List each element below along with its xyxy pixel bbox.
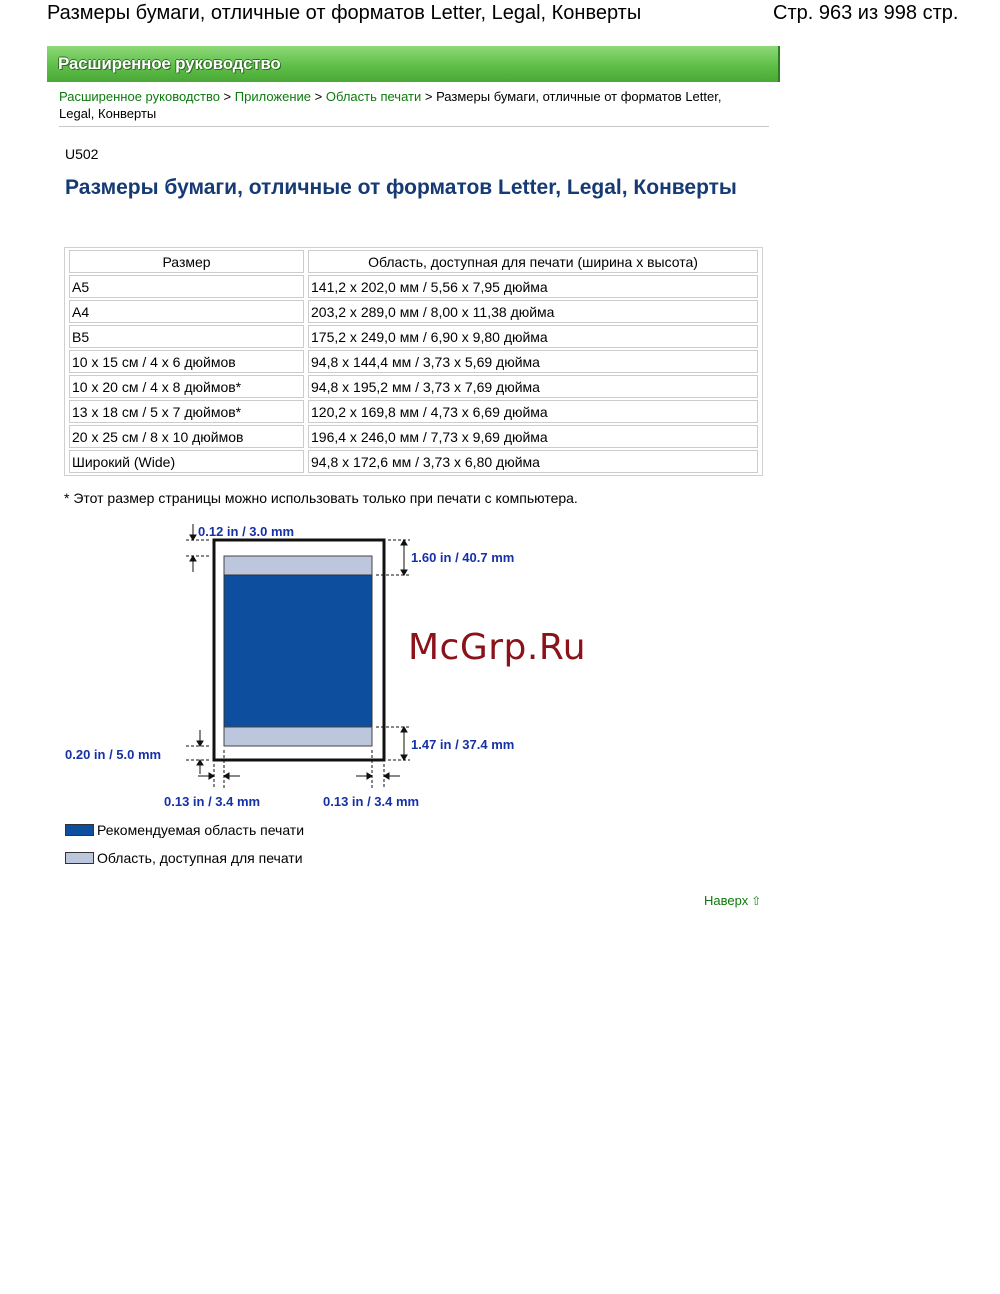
area-cell: 94,8 x 195,2 мм / 3,73 x 7,69 дюйма [308,375,758,398]
breadcrumb-separator: > [311,89,326,104]
table-row [69,400,758,423]
size-cell: B5 [69,325,304,348]
manual-banner [47,46,780,82]
document-code: U502 [65,146,99,162]
breadcrumb [59,88,759,122]
table-row [69,350,758,373]
size-cell: 13 x 18 см / 5 x 7 дюймов* [69,400,304,423]
banner-title: Расширенное руководство [58,54,281,73]
area-cell: 94,8 x 172,6 мм / 3,73 x 6,80 дюйма [308,450,758,473]
breadcrumb-link-appendix[interactable]: Приложение [234,89,312,104]
right-margin-label: 0.13 in / 3.4 mm [323,794,420,809]
size-cell: 20 x 25 см / 8 x 10 дюймов [69,425,304,448]
breadcrumb-link-print-area[interactable]: Область печати [325,89,422,104]
back-to-top-link[interactable] [704,893,761,908]
print-header [0,0,1000,34]
paper-size-table [64,247,763,476]
breadcrumb-link-manual[interactable]: Расширенное руководство [59,89,220,104]
legend-label: Рекомендуемая область печати [97,822,305,838]
table-row [69,275,758,298]
table-row [69,325,758,348]
area-cell: 94,8 x 144,4 мм / 3,73 x 5,69 дюйма [308,350,758,373]
area-cell: 196,4 x 246,0 мм / 7,73 x 9,69 дюйма [308,425,758,448]
legend-swatch-printable [65,852,94,864]
arrow-up-icon: ⇧ [751,894,762,908]
size-cell: A4 [69,300,304,323]
printable-band-bottom [224,727,372,746]
area-cell: 141,2 x 202,0 мм / 5,56 x 7,95 дюйма [308,275,758,298]
legend-label: Область, доступная для печати [97,850,303,866]
top-margin-label: 0.12 in / 3.0 mm [198,524,295,539]
left-margin-label: 0.13 in / 3.4 mm [164,794,261,809]
column-header-size: Размер [69,250,304,273]
watermark-logo: McGrp.Ru [408,627,587,668]
table-row [69,425,758,448]
breadcrumb-separator: > [219,89,235,104]
printable-band-top [224,556,372,575]
size-cell: A5 [69,275,304,298]
page-counter: Стр. 963 из 998 стр. [773,2,959,24]
area-cell: 203,2 x 289,0 мм / 8,00 x 11,38 дюйма [308,300,758,323]
table-row [69,375,758,398]
table-row [69,450,758,473]
table-header-row [69,250,758,273]
area-cell: 175,2 x 249,0 мм / 6,90 x 9,80 дюйма [308,325,758,348]
bottom-band-label: 1.47 in / 37.4 mm [411,737,515,752]
column-header-area: Область, доступная для печати (ширина x высота) [308,250,758,273]
footnote: * Этот размер страницы можно использовать только при печати с компьютера. [64,490,578,506]
section-heading: Размеры бумаги, отличные от форматов Letter, Legal, Конверты [65,176,737,199]
back-to-top-label: Наверх [704,893,749,908]
recommended-area [224,575,372,727]
legend-swatch-recommended [65,824,94,836]
size-cell: 10 x 15 см / 4 x 6 дюймов [69,350,304,373]
breadcrumb-current: > Размеры бумаги, отличные от форматов Letter, Legal, Конверты [59,89,722,121]
top-band-label: 1.60 in / 40.7 mm [411,550,515,565]
size-cell: Широкий (Wide) [69,450,304,473]
page-title: Размеры бумаги, отличные от форматов Letter, Legal, Конверты [47,2,642,24]
size-cell: 10 x 20 см / 4 x 8 дюймов* [69,375,304,398]
breadcrumb-divider [59,126,769,127]
print-area-diagram [60,518,560,818]
bottom-margin-label: 0.20 in / 5.0 mm [65,747,162,762]
table-row [69,300,758,323]
area-cell: 120,2 x 169,8 мм / 4,73 x 6,69 дюйма [308,400,758,423]
